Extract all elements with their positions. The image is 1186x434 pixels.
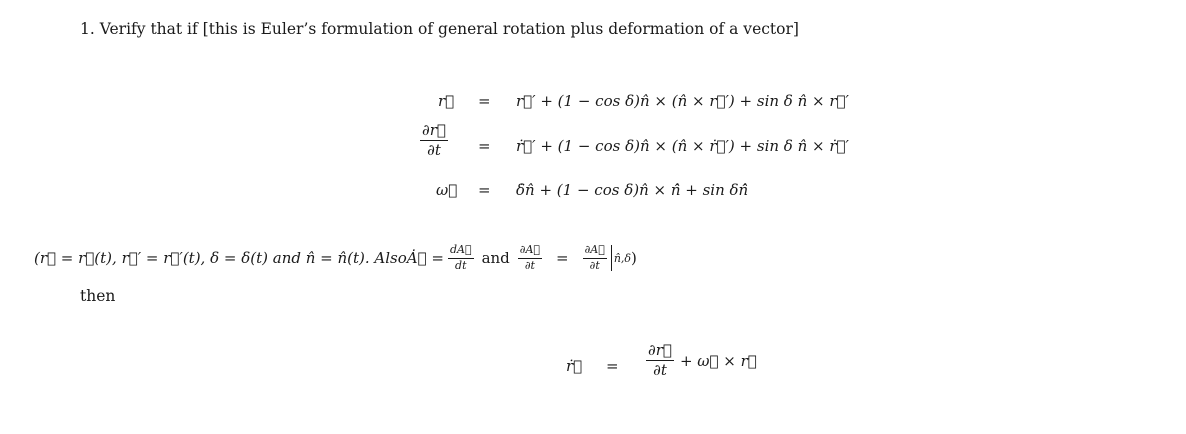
conditions-fraction-1 [448,244,474,272]
conditions-fraction-1-denominator: dt [455,258,467,272]
conditions-fraction-3-denominator: ∂t [589,258,600,272]
conditions-fraction-3-numerator: ∂A⃗ [583,244,607,259]
result-fraction [646,342,674,380]
conditions-fraction-2 [518,244,542,272]
equation-2-equals: = [478,137,491,155]
conditions-fraction-1-numerator: dA⃗ [448,244,474,259]
problem-intro: 1. Verify that if [this is Euler’s formulation of general rotation plus deformation of a vector] [80,20,799,38]
equation-3-lhs: ω⃗ [436,181,458,199]
conditions-close-paren: ) [631,249,637,268]
equation-2-lhs-denominator: ∂t [427,141,441,160]
equation-3-rhs: δ̇n̂ + (1 − cos δ)n̂ × ṅ̂ + sin δṅ̂ [516,181,749,199]
equation-row-1 [438,92,456,110]
conditions-line [34,244,637,272]
equation-1-equals: = [478,92,491,110]
conditions-and: and [481,249,510,268]
equation-3-equals: = [478,181,491,199]
equation-1-lhs: r⃗ [438,92,455,110]
evaluation-bar [611,245,612,271]
conditions-part1: (r⃗ = r⃗(t), r⃗′ = r⃗′(t), δ = δ(t) and n̂ = n̂(t). AlsoȦ⃗ = [34,249,444,268]
equation-2-lhs-numerator: ∂r⃗ [420,122,448,141]
conditions-equals: = [556,249,569,268]
equation-1-rhs: r⃗′ + (1 − cos δ)n̂ × (n̂ × r⃗′) + sin δ n̂ × r⃗′ [516,92,849,110]
conditions-fraction-3 [583,244,607,272]
result-fraction-numerator: ∂r⃗ [646,342,674,361]
equation-2-lhs [420,122,448,160]
result-rest: + ω⃗ × r⃗ [679,351,757,370]
result-fraction-denominator: ∂t [653,361,667,380]
conditions-fraction-2-numerator: ∂A⃗ [518,244,542,259]
result-equals: = [606,357,619,375]
conditions-subscript: n̂,δ [613,251,632,265]
conditions-fraction-2-denominator: ∂t [524,258,535,272]
equation-2-rhs: ṙ⃗′ + (1 − cos δ)n̂ × (n̂ × ṙ⃗′) + sin δ n̂ × ṙ⃗′ [516,137,849,155]
then-label: then [80,287,116,305]
result-lhs: ṙ⃗ [566,357,583,375]
result-rhs [646,342,757,380]
